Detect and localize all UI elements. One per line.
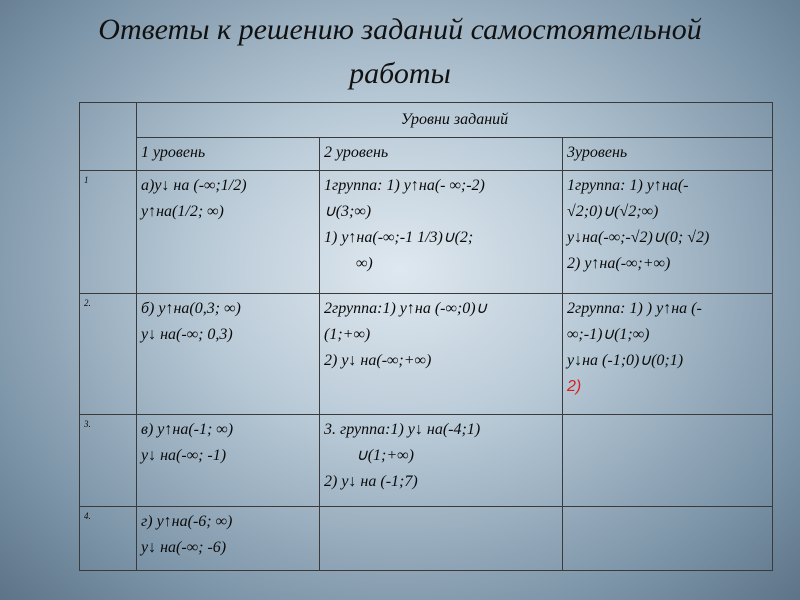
cell-level-2 [320,171,563,294]
subheader-row [80,138,773,171]
answer-line: у↓на (-1;0)∪(0;1) [567,352,684,369]
answers-table [79,102,773,571]
table-row [80,294,773,415]
answer-line: ∪(1;+∞) [356,447,414,464]
answer-line: ∪(3;∞) [324,203,372,220]
cell-level-3 [563,171,773,294]
table-row [80,415,773,507]
column-header-level-1: 1 уровень [137,138,320,171]
answer-line: 1группа: 1) у↑на(- ∞;-2) [324,177,485,194]
row-number: 4. [80,507,137,571]
answer-line: ∞;-1)∪(1;∞) [567,326,650,343]
answer-line: г) у↑на(-6; ∞) [141,513,233,530]
answer-line: 2) у↓ на(-∞;+∞) [324,352,432,369]
answer-line: у↓ на(-∞; -1) [141,447,227,464]
column-header-level-2: 2 уровень [320,138,563,171]
cell-level-2 [320,294,563,415]
answer-line: у↓ на(-∞; -6) [141,539,227,556]
table-row [80,507,773,571]
cell-level-3 [563,507,773,571]
title-line-1: Ответы к решению заданий самостоятельной [98,13,702,46]
cell-level-1 [137,171,320,294]
answer-line: 1группа: 1) у↑на(- [567,177,689,194]
answer-line: а)у↓ на (-∞;1/2) [141,177,247,194]
corner-cell [80,103,137,171]
header-row [80,103,773,138]
cell-level-1 [137,507,320,571]
table-row [80,171,773,294]
answer-line: 2) у↓ на (-1;7) [324,473,418,490]
answer-line: √2;0)∪(√2;∞) [567,203,659,220]
answer-line: (1;+∞) [324,326,371,343]
answer-line: 1) у↑на(-∞;-1 1/3)∪(2; [324,229,474,246]
answer-line: ∞) [356,255,373,272]
answer-line: б) у↑на(0,3; ∞) [141,300,241,317]
answer-line: в) у↑на(-1; ∞) [141,421,234,438]
answer-line: 2) у↑на(-∞;+∞) [567,255,671,272]
cell-level-3 [563,294,773,415]
answer-line: у↓ на(-∞; 0,3) [141,326,233,343]
row-number: 1 [80,171,137,294]
page-title [20,8,780,96]
cell-level-2 [320,415,563,507]
levels-header: Уровни заданий [137,103,773,138]
answer-line: 2группа:1) у↑на (-∞;0)∪ [324,300,488,317]
title-line-2: работы [349,57,451,90]
row-number: 3. [80,415,137,507]
answer-line: у↓на(-∞;-√2)∪(0; √2) [567,229,710,246]
cell-level-1 [137,415,320,507]
answer-line: у↑на(1/2; ∞) [141,203,224,220]
row-number: 2. [80,294,137,415]
cell-level-1 [137,294,320,415]
column-header-level-3: 3уровень [563,138,773,171]
answer-line: 3. группа:1) у↓ на(-4;1) [324,421,481,438]
cell-level-3 [563,415,773,507]
answer-line: 2группа: 1) ) у↑на (- [567,300,702,317]
answer-line-red: 2) [567,378,582,395]
cell-level-2 [320,507,563,571]
